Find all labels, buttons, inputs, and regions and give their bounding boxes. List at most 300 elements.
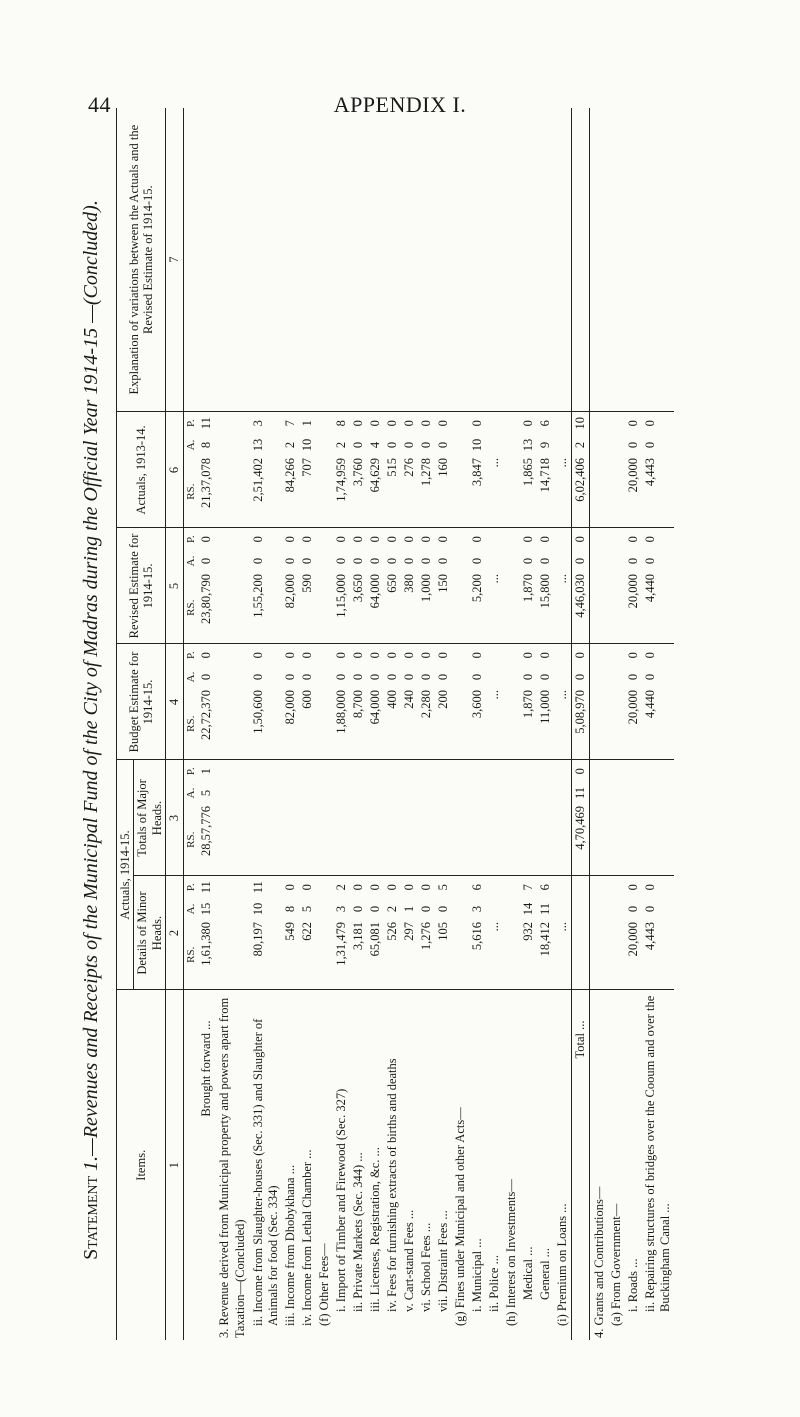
minor-rs-cell: 65,081 — [367, 922, 382, 957]
major-rs-cell — [452, 804, 469, 876]
minor-a-cell — [554, 898, 572, 920]
revised-p-cell: 0 — [520, 528, 537, 550]
row-label: vi. School Fees ... — [418, 990, 435, 1340]
revised-rs-cell: 650 — [384, 573, 399, 593]
revised-a-cell: 0 — [384, 557, 399, 565]
major-p-cell — [333, 760, 350, 782]
prev-a-cell: 8 — [199, 441, 214, 449]
prev-a-cell — [554, 434, 572, 456]
revised-rs-cell: 15,800 — [537, 573, 552, 609]
minor-rs-cell: 549 — [282, 922, 297, 941]
major-a-cell — [589, 782, 608, 804]
major-p-cell — [316, 760, 333, 782]
revised-rs-cell: 3,650 — [350, 573, 365, 603]
table-row — [198, 108, 215, 1340]
table-row — [215, 108, 250, 1340]
major-p-cell — [625, 760, 642, 782]
minor-a-cell: 14 — [520, 902, 535, 916]
unit-a: A. — [184, 787, 197, 799]
budget-rs-cell: 3,600 — [469, 689, 484, 719]
budget-a-cell: 0 — [333, 673, 348, 681]
budget-p-cell — [608, 644, 625, 666]
unit-rs: RS. — [184, 599, 197, 616]
revised-p-cell: 0 — [299, 528, 316, 550]
budget-a-cell — [608, 666, 625, 688]
revised-p-cell — [215, 528, 250, 550]
minor-a-cell — [316, 898, 333, 920]
minor-p-cell: 0 — [367, 876, 384, 898]
budget-a-cell: 0 — [537, 673, 552, 681]
minor-rs-cell: 932 — [520, 922, 535, 941]
budget-p-cell: 0 — [520, 644, 537, 666]
table-row — [571, 108, 589, 1340]
minor-a-cell: 0 — [642, 905, 657, 913]
prev-a-cell — [452, 434, 469, 456]
prev-p-cell — [486, 412, 503, 434]
prev-p-cell: 0 — [401, 412, 418, 434]
table-row — [469, 108, 486, 1340]
table-row — [333, 108, 350, 1340]
minor-a-cell: 10 — [250, 902, 265, 916]
minor-a-cell — [608, 898, 625, 920]
table-row — [316, 108, 333, 1340]
unit-p: P. — [183, 760, 198, 782]
budget-rs-cell: 82,000 — [282, 689, 297, 725]
row-label: Medical ... — [520, 990, 537, 1340]
budget-a-cell: 0 — [199, 673, 214, 681]
budget-rs-cell: 200 — [435, 689, 450, 709]
table-row — [554, 108, 572, 1340]
minor-rs-cell: 18,412 — [537, 922, 552, 957]
budget-rs-cell: ... — [486, 689, 501, 700]
major-rs-cell — [299, 804, 316, 876]
revised-a-cell — [215, 550, 250, 572]
minor-rs-cell: 1,276 — [418, 922, 433, 951]
major-p-cell — [486, 760, 503, 782]
col-num: 4 — [166, 644, 183, 760]
revised-rs-cell — [452, 572, 469, 644]
table-row — [401, 108, 418, 1340]
major-rs-cell — [642, 804, 674, 876]
minor-p-cell: 0 — [350, 876, 367, 898]
unit-p: P. — [183, 412, 198, 434]
minor-p-cell: 0 — [299, 876, 316, 898]
row-label: ii. Private Markets (Sec. 344) ... — [350, 990, 367, 1340]
revised-rs-cell — [215, 572, 250, 644]
minor-rs-cell — [503, 920, 520, 990]
explanation-cell — [299, 108, 316, 412]
explanation-cell — [384, 108, 401, 412]
revised-p-cell: 0 — [333, 528, 350, 550]
prev-rs-cell — [589, 456, 608, 528]
major-rs-cell — [215, 804, 250, 876]
col-num: 6 — [166, 412, 183, 528]
prev-a-cell: 0 — [642, 441, 657, 449]
prev-p-cell: 6 — [537, 412, 554, 434]
table-row — [452, 108, 469, 1340]
major-p-cell — [642, 760, 674, 782]
revised-a-cell: 0 — [199, 557, 214, 565]
explanation-cell — [418, 108, 435, 412]
explanation-cell — [642, 108, 674, 412]
revised-a-cell: 0 — [642, 557, 657, 565]
budget-p-cell: 0 — [435, 644, 452, 666]
major-a-cell — [333, 782, 350, 804]
prev-a-cell: 0 — [435, 441, 450, 449]
explanation-cell — [503, 108, 520, 412]
budget-p-cell: 0 — [384, 644, 401, 666]
table-row — [520, 108, 537, 1340]
major-a-cell — [215, 782, 250, 804]
major-rs-cell — [316, 804, 333, 876]
prev-p-cell — [215, 412, 250, 434]
minor-a-cell: 0 — [367, 905, 382, 913]
budget-rs-cell — [503, 688, 520, 760]
row-label: iii. Licenses, Registration, &c. ... — [367, 990, 384, 1340]
revised-rs-cell: 20,000 — [625, 573, 640, 609]
revised-a-cell: 0 — [367, 557, 382, 565]
revised-p-cell — [554, 528, 572, 550]
budget-p-cell — [589, 644, 608, 666]
revised-a-cell: 0 — [520, 557, 535, 565]
revised-p-cell — [452, 528, 469, 550]
minor-a-cell — [571, 898, 589, 920]
statement-number: 1. — [80, 1155, 102, 1171]
minor-a-cell — [215, 898, 250, 920]
explanation-cell — [435, 108, 452, 412]
major-a-cell — [316, 782, 333, 804]
minor-p-cell: 0 — [625, 876, 642, 898]
prev-p-cell: 0 — [350, 412, 367, 434]
prev-rs-cell: 21,37,078 — [199, 457, 214, 508]
table-row — [435, 108, 452, 1340]
minor-rs-cell: 80,197 — [250, 922, 265, 957]
budget-a-cell: 0 — [572, 673, 587, 681]
budget-a-cell: 0 — [435, 673, 450, 681]
minor-p-cell: 5 — [435, 876, 452, 898]
row-label: (f) Other Fees— — [316, 990, 333, 1340]
minor-p-cell: 0 — [401, 876, 418, 898]
unit-a: A. — [184, 903, 197, 915]
minor-p-cell — [589, 876, 608, 898]
prev-rs-cell: 4,443 — [642, 457, 657, 487]
row-label: i. Municipal ... — [469, 990, 486, 1340]
revised-rs-cell — [589, 572, 608, 644]
prev-a-cell: 4 — [367, 441, 382, 449]
prev-p-cell: 10 — [571, 412, 589, 434]
minor-rs-cell — [589, 920, 608, 990]
major-a-cell — [435, 782, 452, 804]
budget-rs-cell: 20,000 — [625, 689, 640, 725]
prev-p-cell: 0 — [642, 412, 674, 434]
major-a-cell — [469, 782, 486, 804]
minor-rs-cell: 4,443 — [642, 922, 657, 951]
minor-a-cell: 8 — [282, 905, 297, 913]
major-p-cell — [520, 760, 537, 782]
major-rs-cell — [589, 804, 608, 876]
prev-a-cell: 10 — [469, 438, 484, 452]
budget-rs-cell: 1,870 — [520, 689, 535, 719]
major-rs-cell — [503, 804, 520, 876]
unit-rs: RS. — [184, 946, 197, 963]
revised-a-cell: 0 — [418, 557, 433, 565]
minor-p-cell — [554, 876, 572, 898]
budget-p-cell — [503, 644, 520, 666]
prev-a-cell: 9 — [537, 441, 552, 449]
minor-p-cell — [503, 876, 520, 898]
revised-a-cell: 0 — [469, 557, 484, 565]
revised-a-cell: 0 — [625, 557, 640, 565]
prev-p-cell: 0 — [625, 412, 642, 434]
prev-rs-cell — [608, 456, 625, 528]
budget-a-cell: 0 — [384, 673, 399, 681]
minor-p-cell — [215, 876, 250, 898]
budget-rs-cell — [316, 688, 333, 760]
major-p-cell — [250, 760, 282, 782]
major-a-cell — [350, 782, 367, 804]
budget-p-cell: 0 — [469, 644, 486, 666]
budget-rs-cell: 400 — [384, 689, 399, 709]
minor-p-cell: 6 — [469, 876, 486, 898]
prev-a-cell: 2 — [282, 441, 297, 449]
budget-a-cell: 0 — [282, 673, 297, 681]
budget-rs-cell: 2,280 — [418, 689, 433, 719]
table-row — [418, 108, 435, 1340]
prev-a-cell: 13 — [250, 438, 265, 452]
major-a-cell — [503, 782, 520, 804]
revised-a-cell: 0 — [401, 557, 416, 565]
table-row — [589, 108, 608, 1340]
major-p-cell — [503, 760, 520, 782]
budget-p-cell — [316, 644, 333, 666]
prev-rs-cell: ... — [486, 457, 501, 468]
major-p-cell — [537, 760, 554, 782]
table-row — [625, 108, 642, 1340]
row-label: iv. Income from Lethal Chamber ... — [299, 990, 316, 1340]
col-num: 7 — [167, 256, 182, 263]
revised-p-cell: 0 — [350, 528, 367, 550]
major-p-cell — [282, 760, 299, 782]
minor-a-cell: 15 — [199, 902, 214, 916]
minor-rs-cell: 622 — [299, 922, 314, 941]
minor-rs-cell: ... — [554, 922, 569, 932]
page-heading: APPENDIX I. — [333, 92, 467, 117]
major-heads-header: Totals of Major Heads. — [134, 760, 166, 876]
revised-p-cell: 0 — [282, 528, 299, 550]
table-row — [250, 108, 282, 1340]
table-row — [608, 108, 625, 1340]
statement-title-text: —Revenues and Receipts of the Municipal Fund of the City of Madras during the Official Year 1914-15 —(Concluded). — [80, 200, 102, 1156]
budget-a-cell: 0 — [418, 673, 433, 681]
row-label: (h) Interest on Investments— — [503, 990, 520, 1340]
unit-a: A. — [184, 439, 197, 451]
major-rs-cell — [350, 804, 367, 876]
prev-rs-cell — [452, 456, 469, 528]
budget-rs-cell: 4,440 — [642, 689, 657, 719]
major-p-cell — [469, 760, 486, 782]
budget-a-cell: 0 — [520, 673, 535, 681]
major-a-cell — [537, 782, 554, 804]
minor-rs-cell: 20,000 — [625, 922, 640, 957]
budget-rs-cell: 64,000 — [367, 689, 382, 725]
budget-rs-cell: 240 — [401, 689, 416, 709]
unit-rs: RS. — [184, 483, 197, 500]
table-row — [642, 108, 674, 1340]
statement-label: Statement — [80, 1175, 102, 1260]
major-p-cell — [418, 760, 435, 782]
prev-a-cell: 13 — [520, 438, 535, 452]
items-header: Items. — [117, 990, 166, 1340]
budget-p-cell: 0 — [418, 644, 435, 666]
revised-header: Revised Estimate for 1914-15. — [117, 528, 166, 644]
unit-p: P. — [183, 876, 198, 898]
minor-rs-cell: 3,181 — [350, 922, 365, 951]
explanation-cell — [571, 108, 589, 412]
prev-p-cell: 0 — [435, 412, 452, 434]
major-p-cell — [384, 760, 401, 782]
prev-p-cell: 8 — [333, 412, 350, 434]
prev-a-cell: 0 — [350, 441, 365, 449]
prev-p-cell: 0 — [384, 412, 401, 434]
prev-p-cell: 0 — [418, 412, 435, 434]
col-num: 1 — [166, 990, 183, 1340]
minor-a-cell: 3 — [333, 905, 348, 913]
major-p-cell — [435, 760, 452, 782]
revised-rs-cell: 1,870 — [520, 573, 535, 603]
revised-a-cell — [452, 550, 469, 572]
minor-rs-cell: 5,616 — [469, 922, 484, 951]
prev-rs-cell: 1,865 — [520, 457, 535, 487]
actuals-group-header: Actuals, 1914-15. — [117, 760, 134, 990]
minor-p-cell: 0 — [282, 876, 299, 898]
major-p-cell — [350, 760, 367, 782]
explanation-cell — [554, 108, 572, 412]
revised-rs-cell — [503, 572, 520, 644]
major-rs-cell — [384, 804, 401, 876]
prev-p-cell: 7 — [282, 412, 299, 434]
table-row — [486, 108, 503, 1340]
major-a-cell — [250, 782, 282, 804]
prev-a-cell: 10 — [299, 438, 314, 452]
revised-a-cell — [486, 550, 503, 572]
prev-a-cell — [316, 434, 333, 456]
revised-p-cell: 0 — [384, 528, 401, 550]
revised-rs-cell: 5,200 — [469, 573, 484, 603]
prev-a-cell — [486, 434, 503, 456]
major-p-cell — [215, 760, 250, 782]
major-rs-cell — [537, 804, 554, 876]
table-row — [503, 108, 520, 1340]
prev-p-cell — [503, 412, 520, 434]
revised-rs-cell — [608, 572, 625, 644]
budget-a-cell: 0 — [350, 673, 365, 681]
minor-p-cell: 7 — [520, 876, 537, 898]
prev-p-cell — [452, 412, 469, 434]
budget-a-cell — [554, 666, 572, 688]
budget-a-cell: 0 — [625, 673, 640, 681]
budget-p-cell — [452, 644, 469, 666]
major-p-cell: 1 — [198, 760, 215, 782]
revised-p-cell: 0 — [418, 528, 435, 550]
prev-a-cell: 0 — [625, 441, 640, 449]
major-a-cell: 5 — [199, 789, 214, 797]
budget-p-cell: 0 — [625, 644, 642, 666]
minor-rs-cell — [316, 920, 333, 990]
budget-a-cell: 0 — [401, 673, 416, 681]
prev-rs-cell: ... — [554, 457, 569, 468]
major-p-cell — [367, 760, 384, 782]
revised-rs-cell: ... — [554, 573, 569, 584]
budget-p-cell: 0 — [537, 644, 554, 666]
revised-p-cell: 0 — [571, 528, 589, 550]
revised-p-cell — [486, 528, 503, 550]
revised-a-cell: 0 — [350, 557, 365, 565]
row-label: (i) Premium on Loans ... — [554, 990, 572, 1340]
row-label: iv. Fees for furnishing extracts of births and deaths — [384, 990, 401, 1340]
budget-p-cell: 0 — [401, 644, 418, 666]
prev-rs-cell: 160 — [435, 457, 450, 477]
prev-p-cell: 3 — [250, 412, 282, 434]
major-p-cell — [452, 760, 469, 782]
revised-a-cell — [503, 550, 520, 572]
explanation-header: Explanation of variations between the Actuals and the Revised Estimate of 1914-15. — [126, 124, 156, 395]
minor-a-cell: 2 — [384, 905, 399, 913]
table-row — [537, 108, 554, 1340]
minor-rs-cell — [215, 920, 250, 990]
row-label: 3. Revenue derived from Municipal property and powers apart from Taxation—(Concluded) — [215, 990, 250, 1340]
explanation-cell — [486, 108, 503, 412]
major-a-cell — [401, 782, 418, 804]
budget-header: Budget Estimate for 1914-15. — [117, 644, 166, 760]
major-a-cell — [486, 782, 503, 804]
budget-rs-cell: 1,50,600 — [250, 689, 265, 734]
minor-rs-cell: 1,31,479 — [333, 922, 348, 966]
explanation-cell — [316, 108, 333, 412]
budget-rs-cell: 1,88,000 — [333, 689, 348, 734]
prev-p-cell — [316, 412, 333, 434]
major-rs-cell — [625, 804, 642, 876]
minor-a-cell: 11 — [537, 902, 552, 916]
table-body — [198, 108, 674, 1340]
prev-rs-cell: 3,760 — [350, 457, 365, 487]
revised-p-cell: 0 — [367, 528, 384, 550]
budget-a-cell — [452, 666, 469, 688]
minor-p-cell — [571, 876, 589, 898]
budget-p-cell — [486, 644, 503, 666]
minor-a-cell: 0 — [350, 905, 365, 913]
revised-a-cell: 0 — [537, 557, 552, 565]
prev-p-cell — [554, 412, 572, 434]
prev-a-cell — [215, 434, 250, 456]
explanation-cell — [520, 108, 537, 412]
major-a-cell — [642, 782, 674, 804]
budget-p-cell: 0 — [250, 644, 282, 666]
revised-p-cell: 0 — [435, 528, 452, 550]
prev-a-cell: 0 — [401, 441, 416, 449]
prev-rs-cell: 2,51,402 — [250, 457, 265, 502]
budget-rs-cell — [215, 688, 250, 760]
row-label: (a) From Government— — [608, 990, 625, 1340]
prev-a-cell: 0 — [384, 441, 399, 449]
major-a-cell — [452, 782, 469, 804]
revised-p-cell: 0 — [625, 528, 642, 550]
major-a-cell — [608, 782, 625, 804]
budget-rs-cell: 22,72,370 — [199, 689, 214, 740]
major-rs-cell — [250, 804, 282, 876]
revised-a-cell: 0 — [299, 557, 314, 565]
minor-rs-cell — [452, 920, 469, 990]
prev-p-cell: 1 — [299, 412, 316, 434]
